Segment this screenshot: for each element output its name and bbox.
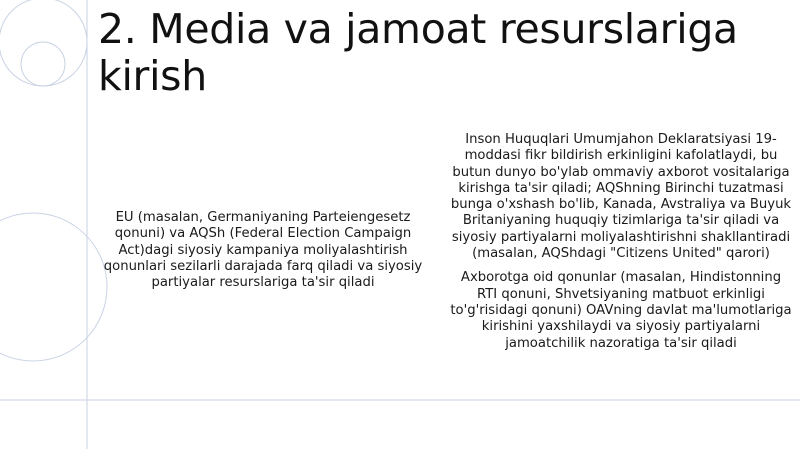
right-paragraph-1: Inson Huquqlari Umumjahon Deklaratsiyasi 19-moddasi fikr bildirish erkinligini kafolatlaydi, bu butun dunyo bo'ylab ommaviy axborot vositalariga kirishga ta'sir qiladi; AQShning Birinchi tuzatmasi bunga o'xshash bo'lib, Kanada, Avstraliya va Buyuk Britaniyaning huquqiy tizimlariga ta'sir qiladi va siyosiy partiyalarni moliyalashtirishni shakllantiradi (masalan, AQShdagi "Citizens United" qarori): [450, 132, 792, 262]
decor-circle-small: [21, 42, 65, 86]
right-paragraph-2: Axborotga oid qonunlar (masalan, Hindistonning RTI qonuni, Shvetsiyaning matbuot erkinligi to'g'risidagi qonuni) OAVning davlat ma'lumotlariga kirishini yaxshilaydi va siyosiy partiyalarni jamoatchilik nazoratiga ta'sir qiladi: [450, 270, 792, 351]
slide-title: 2. Media va jamoat resurslariga kirish: [98, 5, 738, 100]
right-text-column: [450, 132, 792, 352]
left-paragraph: EU (masalan, Germaniyaning Parteiengesetz qonuni) va AQSh (Federal Election Campaign Act)dagi siyosiy kampaniya moliyalashtirish qonunlari sezilarli darajada farq qiladi va siyosiy partiyalar resurslariga ta'sir qiladi: [103, 210, 423, 291]
decor-circle-large: [0, 0, 87, 86]
decor-circle-mid: [0, 213, 107, 361]
left-text-column: [98, 210, 428, 291]
